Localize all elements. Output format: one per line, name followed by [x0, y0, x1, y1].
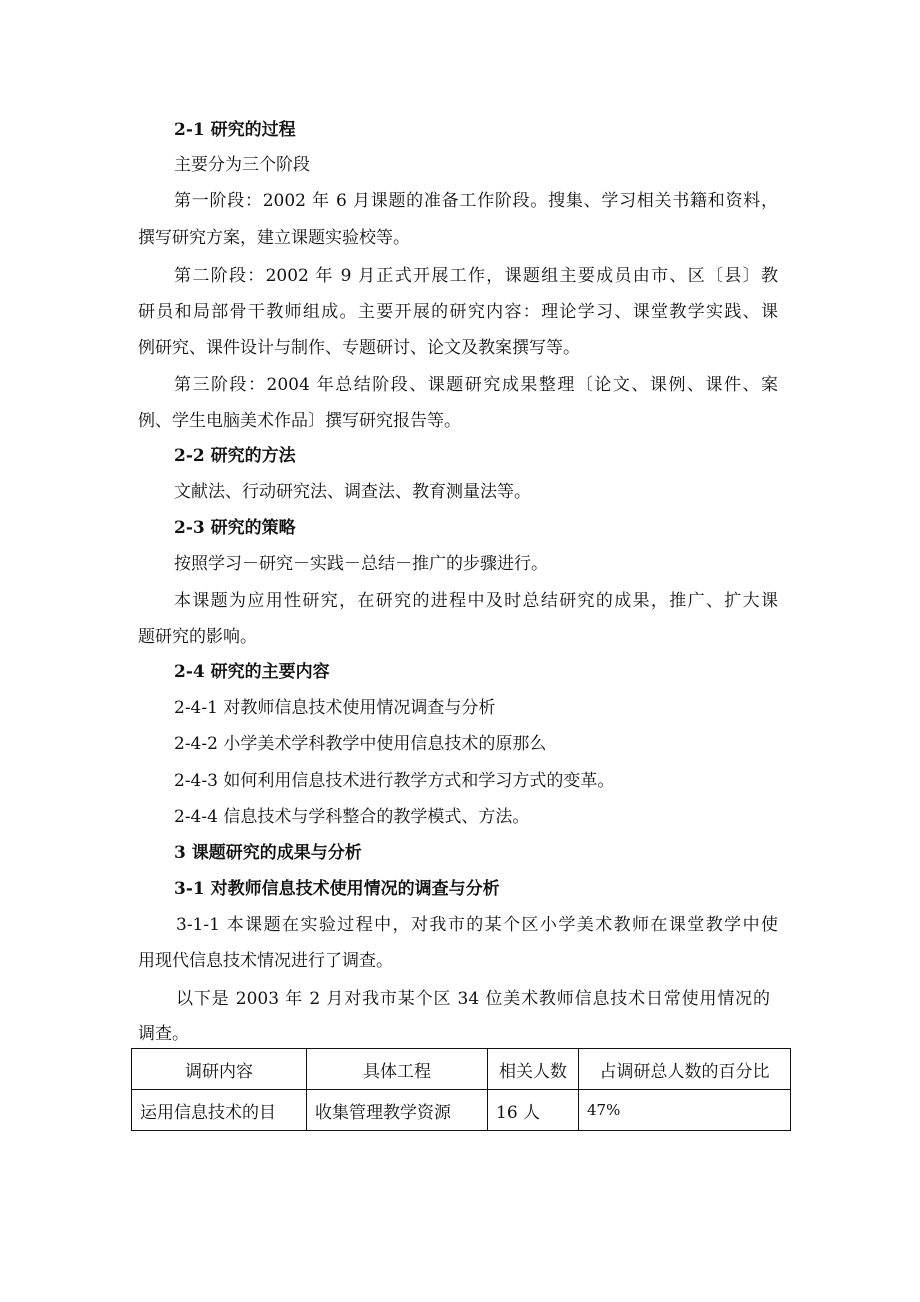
- section-2-4-heading: 2-4 研究的主要内容: [174, 662, 330, 682]
- survey-intro-cont: 调查。: [138, 1024, 189, 1044]
- section-2-3-paragraph: 本课题为应用性研究，在研究的进程中及时总结研究的成果，推广、扩大课: [174, 591, 778, 611]
- section-2-4-2: 2-4-2 小学美术学科教学中使用信息技术的原那么: [174, 734, 547, 754]
- section-3-1-1-text: 3-1-1 本课题在实验过程中，对我市的某个区小学美术教师在课堂教学中使: [176, 915, 778, 935]
- phase-3-text: 第三阶段：2004 年总结阶段、课题研究成果整理〔论文、课例、课件、案: [174, 375, 778, 395]
- phase-3-text-cont: 例、学生电脑美术作品〕撰写研究报告等。: [138, 411, 461, 431]
- section-2-1-heading: 2-1 研究的过程: [174, 120, 296, 140]
- table-header-cell: 占调研总人数的百分比: [579, 1049, 791, 1090]
- phase-1-text: 第一阶段：2002 年 6 月课题的准备工作阶段。搜集、学习相关书籍和资料，: [174, 191, 778, 211]
- section-3-1-1-text-cont: 用现代信息技术情况进行了调查。: [138, 951, 393, 971]
- section-2-2-heading: 2-2 研究的方法: [174, 446, 296, 466]
- table-cell: 47%: [579, 1090, 791, 1131]
- section-2-3-body: 按照学习－研究－实践－总结－推广的步骤进行。: [174, 554, 548, 574]
- section-2-4-4: 2-4-4 信息技术与学科整合的教学模式、方法。: [174, 807, 530, 827]
- section-2-4-3: 2-4-3 如何利用信息技术进行教学方式和学习方式的变革。: [174, 771, 615, 791]
- survey-table: [131, 1048, 791, 1131]
- table-row: [132, 1090, 791, 1131]
- section-2-4-1: 2-4-1 对教师信息技术使用情况调查与分析: [174, 698, 496, 718]
- section-3-heading: 3 课题研究的成果与分析: [174, 843, 362, 863]
- table-header-cell: 调研内容: [132, 1049, 307, 1090]
- phase-2-text: 第二阶段：2002 年 9 月正式开展工作，课题组主要成员由市、区〔县〕教: [174, 266, 778, 286]
- survey-intro: 以下是 2003 年 2 月对我市某个区 34 位美术教师信息技术日常使用情况的: [176, 989, 770, 1009]
- phase-2-text-end: 例研究、课件设计与制作、专题研讨、论文及教案撰写等。: [138, 338, 580, 358]
- phase-1-text-cont: 撰写研究方案，建立课题实验校等。: [138, 228, 410, 248]
- section-2-2-body: 文献法、行动研究法、调查法、教育测量法等。: [174, 482, 531, 502]
- table-cell: 16 人: [488, 1090, 579, 1131]
- section-2-3-heading: 2-3 研究的策略: [174, 518, 296, 538]
- section-3-1-heading: 3-1 对教师信息技术使用情况的调查与分析: [174, 879, 500, 899]
- section-2-3-paragraph-cont: 题研究的影响。: [138, 627, 257, 647]
- table-header-cell: 具体工程: [307, 1049, 488, 1090]
- table-header-row: [132, 1049, 791, 1090]
- phase-2-text-cont: 研员和局部骨干教师组成。主要开展的研究内容：理论学习、课堂教学实践、课: [138, 302, 778, 322]
- table-cell: 运用信息技术的目: [132, 1090, 307, 1131]
- table-header-cell: 相关人数: [488, 1049, 579, 1090]
- section-2-1-intro: 主要分为三个阶段: [174, 155, 310, 175]
- table-cell: 收集管理教学资源: [307, 1090, 488, 1131]
